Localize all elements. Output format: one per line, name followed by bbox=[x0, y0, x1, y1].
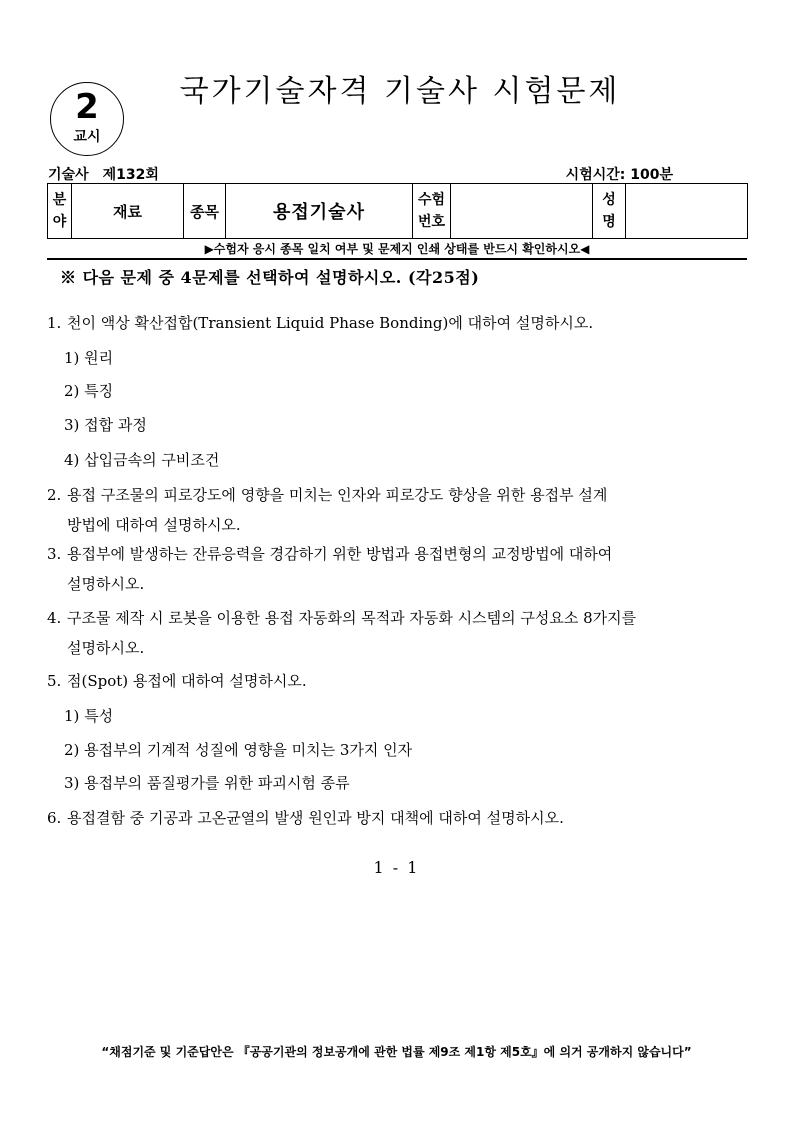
divider bbox=[47, 258, 747, 260]
question-number: 1. bbox=[47, 314, 62, 332]
question-4 bbox=[47, 603, 752, 663]
name-label: 성 명 bbox=[602, 192, 616, 230]
session-badge bbox=[50, 82, 124, 156]
sub-item: 1) 원리 bbox=[64, 349, 114, 367]
sub-item: 4) 삽입금속의 구비조건 bbox=[64, 451, 220, 469]
exam-info-table bbox=[47, 183, 748, 239]
field-label: 분 야 bbox=[52, 192, 67, 230]
notice-text: ▶수험자 응시 종목 일치 여부 및 문제지 인쇄 상태를 반드시 확인하시오◀ bbox=[204, 242, 590, 256]
question-2 bbox=[47, 480, 752, 540]
page-number: 1 - 1 bbox=[373, 858, 420, 877]
question-text: 구조물 제작 시 로봇을 이용한 용접 자동화의 목적과 자동화 시스템의 구성요소 8가지를 bbox=[67, 609, 637, 627]
sub-item: 2) 특징 bbox=[64, 382, 114, 400]
question-6 bbox=[47, 803, 752, 833]
sub-item: 2) 용접부의 기계적 성질에 영향을 미치는 3가지 인자 bbox=[64, 741, 413, 759]
name-field[interactable] bbox=[626, 184, 748, 239]
session-label: 교시 bbox=[73, 129, 101, 145]
exam-round-line bbox=[48, 164, 159, 184]
question-text: 용접결함 중 기공과 고온균열의 발생 원인과 방지 대책에 대하여 설명하시오. bbox=[67, 809, 564, 827]
category-label: 종목 bbox=[184, 184, 226, 239]
field-label-cell bbox=[48, 184, 72, 239]
exam-round: 제132회 bbox=[102, 167, 159, 183]
exam-number-label: 수험 번호 bbox=[417, 192, 446, 230]
question-text-continued: 방법에 대하여 설명하시오. bbox=[67, 516, 241, 534]
session-number: 2 bbox=[75, 87, 99, 127]
field-value: 재료 bbox=[72, 184, 184, 239]
question-5 bbox=[47, 666, 752, 696]
question-number: 3. bbox=[47, 545, 62, 563]
question-number: 6. bbox=[47, 809, 62, 827]
question-text-continued: 설명하시오. bbox=[67, 639, 145, 657]
exam-type: 기술사 bbox=[48, 167, 89, 183]
question-3 bbox=[47, 539, 752, 599]
category-value: 용접기술사 bbox=[226, 184, 413, 239]
name-label-cell bbox=[593, 184, 626, 239]
sub-item: 3) 용접부의 품질평가를 위한 파괴시험 종류 bbox=[64, 774, 350, 792]
question-number: 2. bbox=[47, 486, 62, 504]
question-number: 5. bbox=[47, 672, 62, 690]
exam-time: 시험시간: 100분 bbox=[565, 167, 673, 183]
sub-item: 1) 특성 bbox=[64, 707, 114, 725]
exam-number-field[interactable] bbox=[451, 184, 593, 239]
question-text: 천이 액상 확산접합(Transient Liquid Phase Bonding)에 대하여 설명하시오. bbox=[67, 314, 594, 332]
question-text: 점(Spot) 용접에 대하여 설명하시오. bbox=[67, 672, 307, 690]
sub-item: 3) 접합 과정 bbox=[64, 416, 147, 434]
question-text: 용접부에 발생하는 잔류응력을 경감하기 위한 방법과 용접변형의 교정방법에 대하여 bbox=[67, 545, 613, 563]
footer-note: “채점기준 및 기준답안은 『공공기관의 정보공개에 관한 법률 제9조 제1항 제5호』에 의거 공개하지 않습니다” bbox=[101, 1045, 692, 1059]
question-text: 용접 구조물의 피로강도에 영향을 미치는 인자와 피로강도 향상을 위한 용접부 설계 bbox=[67, 486, 608, 504]
exam-number-label-cell bbox=[413, 184, 451, 239]
question-1 bbox=[47, 308, 752, 338]
question-number: 4. bbox=[47, 609, 62, 627]
page-title: 국가기술자격 기술사 시험문제 bbox=[179, 74, 621, 109]
instruction-text: ※ 다음 문제 중 4문제를 선택하여 설명하시오. (각25점) bbox=[60, 268, 480, 287]
question-text-continued: 설명하시오. bbox=[67, 575, 145, 593]
